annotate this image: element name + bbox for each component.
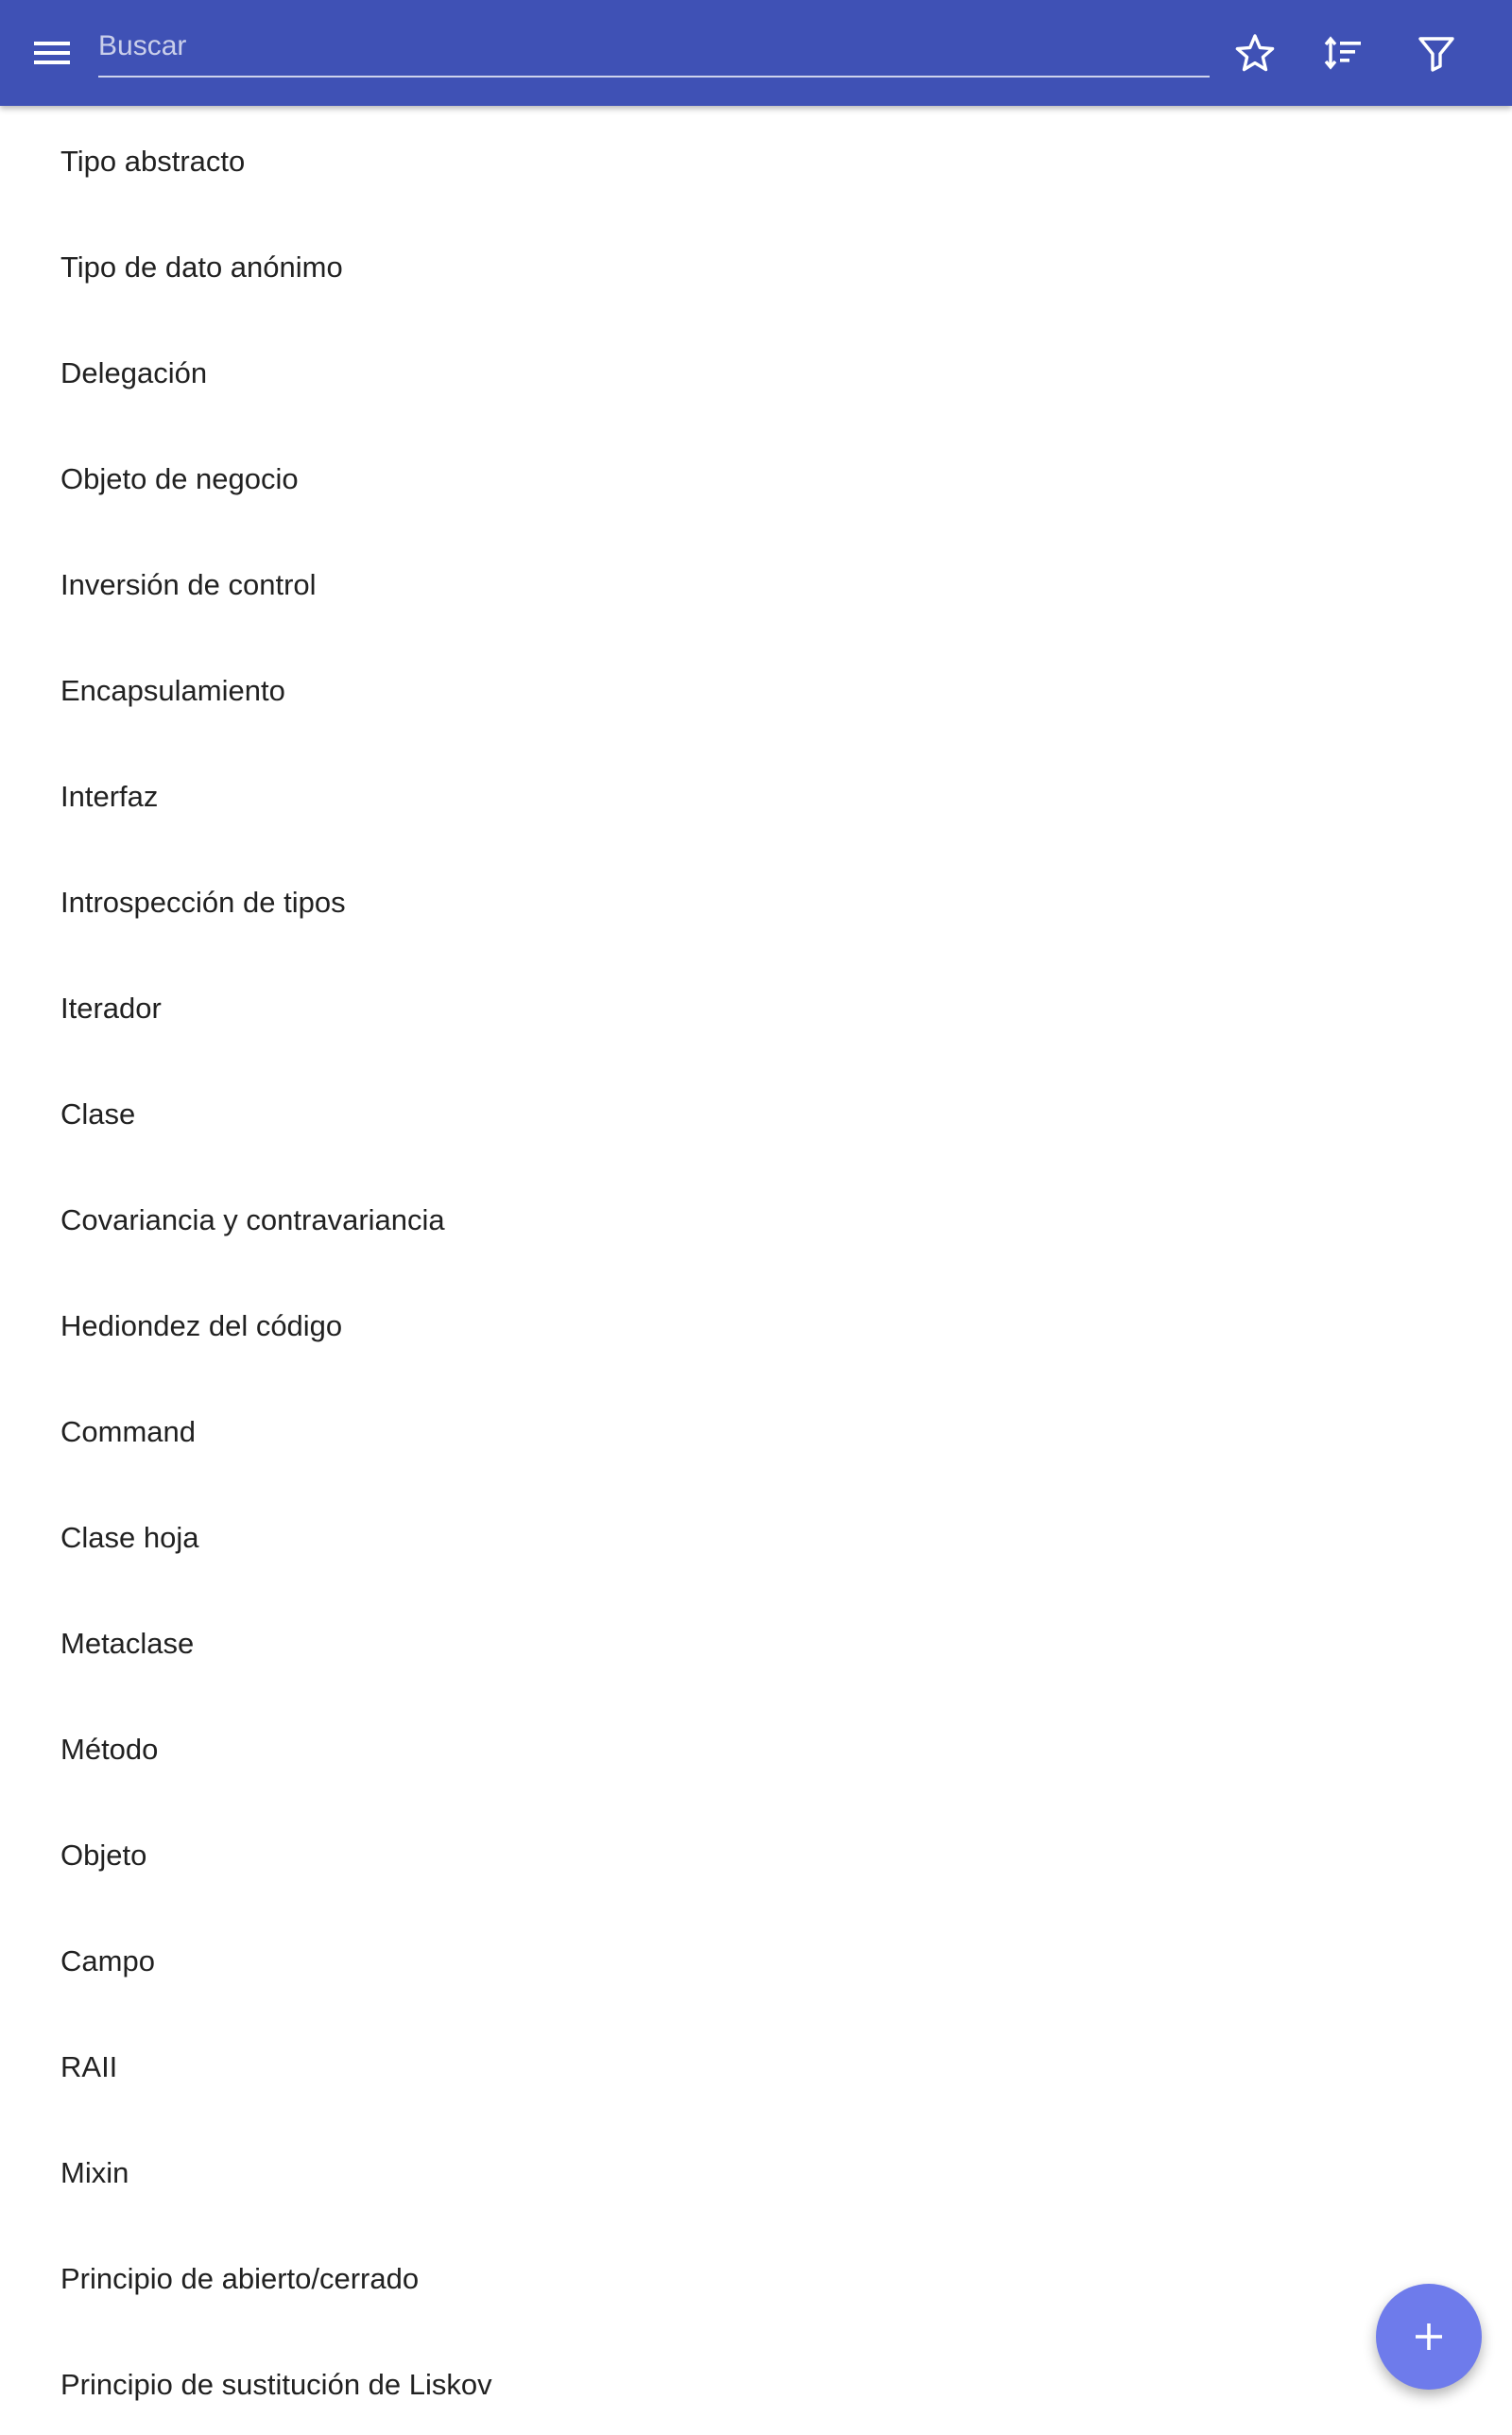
search-input[interactable] — [98, 21, 1210, 72]
list-item-label: Delegación — [60, 355, 208, 389]
list-item[interactable] — [0, 847, 1512, 953]
list-item-label: Inversión de control — [60, 567, 317, 601]
list-item[interactable] — [0, 635, 1512, 741]
list-item-label: Principio de sustitución de Liskov — [60, 2367, 492, 2401]
list-item-label: Campo — [60, 1943, 155, 1977]
term-list — [0, 106, 1512, 2435]
list-item-label: Mixin — [60, 2155, 129, 2189]
sort-icon — [1317, 25, 1374, 81]
list-item-label: Interfaz — [60, 779, 159, 813]
list-item-label: Encapsulamiento — [60, 673, 285, 707]
list-item[interactable] — [0, 1059, 1512, 1165]
list-item[interactable] — [0, 1694, 1512, 1800]
add-button[interactable] — [1376, 2284, 1482, 2390]
list-item-label: RAII — [60, 2049, 118, 2083]
list-item-label: Tipo abstracto — [60, 144, 246, 178]
list-item-label: Tipo de dato anónimo — [60, 250, 343, 284]
filter-button[interactable] — [1408, 25, 1465, 81]
list-item-label: Método — [60, 1732, 159, 1766]
list-item[interactable] — [0, 212, 1512, 318]
filter-icon — [1408, 25, 1465, 81]
search-field — [98, 21, 1210, 78]
list-item-label: Objeto de negocio — [60, 461, 299, 495]
list-item[interactable] — [0, 106, 1512, 212]
list-item[interactable] — [0, 741, 1512, 847]
list-item[interactable] — [0, 1165, 1512, 1270]
list-item[interactable] — [0, 2012, 1512, 2117]
list-item-label: Introspección de tipos — [60, 885, 346, 919]
list-item[interactable] — [0, 1800, 1512, 1906]
menu-button[interactable] — [25, 26, 81, 79]
list-item[interactable] — [0, 318, 1512, 423]
list-item[interactable] — [0, 1376, 1512, 1482]
list-item[interactable] — [0, 423, 1512, 529]
list-item[interactable] — [0, 1906, 1512, 2012]
menu-icon — [25, 26, 81, 79]
list-item[interactable] — [0, 2223, 1512, 2329]
list-item-label: Iterador — [60, 991, 162, 1025]
list-item[interactable] — [0, 2329, 1512, 2435]
star-outline-icon — [1227, 25, 1283, 81]
list-item-label: Covariancia y contravariancia — [60, 1202, 445, 1236]
top-app-bar — [0, 0, 1512, 106]
list-item-label: Principio de abierto/cerrado — [60, 2261, 420, 2295]
list-item-label: Clase hoja — [60, 1520, 199, 1554]
list-item-label: Objeto — [60, 1838, 147, 1872]
list-item[interactable] — [0, 2117, 1512, 2223]
list-item[interactable] — [0, 1482, 1512, 1588]
list-item-label: Metaclase — [60, 1626, 195, 1660]
list-item[interactable] — [0, 1270, 1512, 1376]
favorites-button[interactable] — [1227, 25, 1283, 81]
list-item[interactable] — [0, 529, 1512, 635]
list-item[interactable] — [0, 1588, 1512, 1694]
sort-button[interactable] — [1317, 25, 1374, 81]
plus-icon — [1410, 2318, 1448, 2356]
list-item-label: Command — [60, 1414, 196, 1448]
list-item[interactable] — [0, 953, 1512, 1059]
list-item-label: Hediondez del código — [60, 1308, 343, 1342]
list-item-label: Clase — [60, 1097, 136, 1131]
